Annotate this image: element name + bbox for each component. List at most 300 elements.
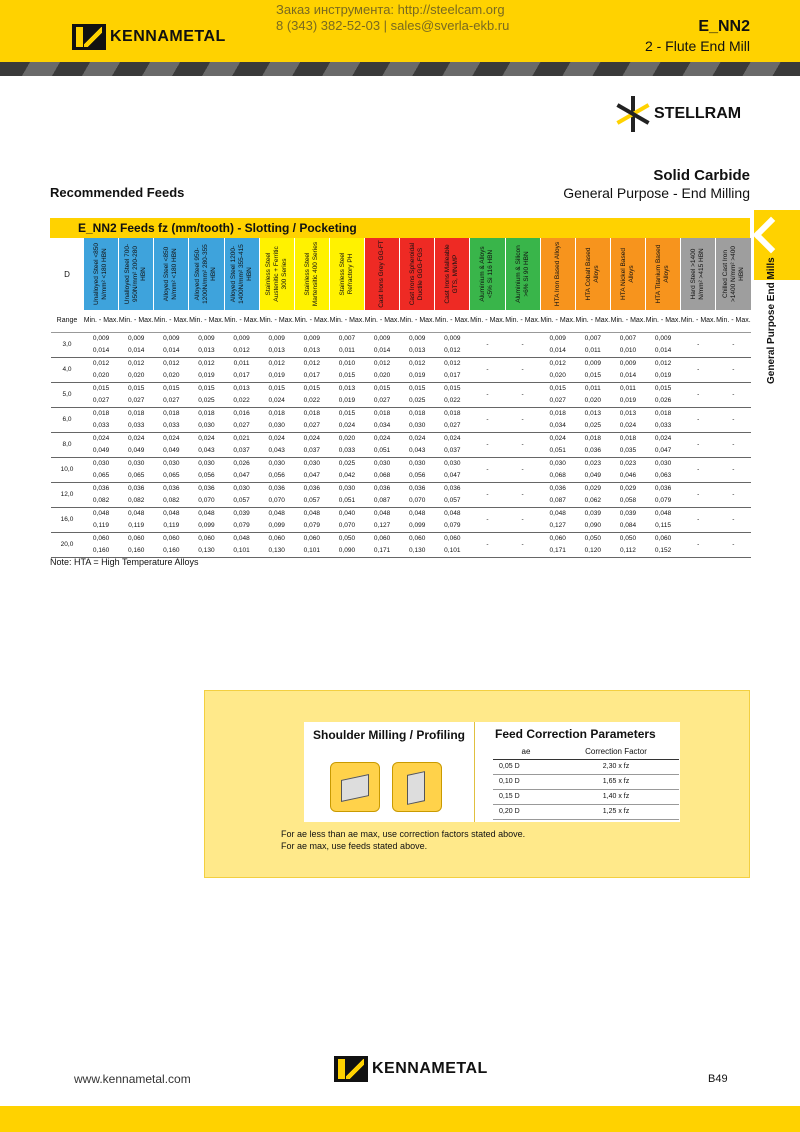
range-minmax: Min. - Max. (505, 310, 540, 332)
feed-cell-na: - (681, 357, 716, 382)
feed-min-cell: 0,018 (365, 407, 400, 420)
feed-min-cell: 0,030 (294, 457, 329, 470)
range-minmax: Min. - Max. (224, 310, 259, 332)
feed-min-cell: 0,018 (189, 407, 224, 420)
feed-max-cell: 0,119 (84, 520, 119, 533)
feed-min-cell: 0,048 (259, 507, 294, 520)
feed-max-cell: 0,101 (294, 545, 329, 558)
feed-max-cell: 0,082 (154, 495, 189, 508)
feed-max-cell: 0,014 (610, 370, 645, 383)
material-label: Alloyed Steel 1200-1400N/mm² 355-415 HBN (229, 244, 253, 304)
feed-min-cell: 0,011 (575, 382, 610, 395)
feed-min-cell: 0,012 (365, 357, 400, 370)
feed-max-cell: 0,068 (540, 470, 575, 483)
feed-min-cell: 0,009 (400, 332, 435, 345)
range-row (51, 310, 752, 332)
feed-max-cell: 0,051 (365, 445, 400, 458)
material-label: Stainless Steel Austenitic + Ferritic 300 Series (264, 246, 288, 302)
ae-header: ae (493, 744, 553, 759)
material-header (646, 238, 681, 310)
feed-max-cell: 0,090 (575, 520, 610, 533)
feed-min-cell: 0,029 (575, 482, 610, 495)
feed-max-cell: 0,035 (610, 445, 645, 458)
correction-note-1: For ae less than ae max, use correction factors stated above. (281, 829, 526, 839)
feed-max-cell: 0,033 (119, 420, 154, 433)
feed-cell-na: - (505, 407, 540, 432)
feed-min-cell: 0,009 (84, 332, 119, 345)
feed-cell-na: - (505, 532, 540, 557)
feed-min-cell: 0,013 (224, 382, 259, 395)
feed-min-cell: 0,060 (540, 532, 575, 545)
feed-max-cell: 0,049 (119, 445, 154, 458)
ae-value: 0,20 D (493, 804, 553, 819)
feed-min-cell: 0,009 (575, 357, 610, 370)
feed-min-cell: 0,030 (189, 457, 224, 470)
feed-max-cell: 0,027 (435, 420, 470, 433)
feed-min-cell: 0,024 (154, 432, 189, 445)
feed-min-cell: 0,024 (294, 432, 329, 445)
feed-cell-na: - (716, 432, 751, 457)
ae-value: 0,15 D (493, 789, 553, 804)
material-header (119, 238, 154, 310)
feed-max-cell: 0,020 (540, 370, 575, 383)
table-row (51, 507, 752, 520)
feed-min-cell: 0,009 (610, 357, 645, 370)
material-label: Hard Steel >1400 N/mm² >415 HBN (690, 248, 706, 300)
feed-min-cell: 0,009 (259, 332, 294, 345)
feed-min-cell: 0,060 (294, 532, 329, 545)
material-label: Stainless Steel Refractory PH (338, 252, 354, 296)
feed-max-cell: 0,127 (540, 520, 575, 533)
factor-value: 2,30 x fz (553, 759, 679, 774)
material-label: HTA Iron Based Alloys (553, 241, 561, 307)
feed-min-cell: 0,012 (540, 357, 575, 370)
feed-min-cell: 0,018 (646, 407, 681, 420)
feed-min-cell: 0,048 (400, 507, 435, 520)
feed-correction-title: Feed Correction Parameters (495, 727, 656, 741)
feed-max-cell: 0,057 (294, 495, 329, 508)
feed-max-cell: 0,152 (646, 545, 681, 558)
ae-value: 0,05 D (493, 759, 553, 774)
feed-max-cell: 0,119 (119, 520, 154, 533)
diameter-cell: 16,0 (51, 507, 84, 532)
feed-cell-na: - (716, 357, 751, 382)
range-minmax: Min. - Max. (294, 310, 329, 332)
feed-min-cell: 0,048 (224, 532, 259, 545)
feed-min-cell: 0,036 (259, 482, 294, 495)
material-label: HTA Titanium Based Alloys (655, 244, 671, 304)
range-minmax: Min. - Max. (540, 310, 575, 332)
table-row (51, 495, 752, 508)
product-subtitle: 2 - Flute End Mill (644, 38, 750, 54)
feed-cell-na: - (681, 507, 716, 532)
feed-max-cell: 0,065 (119, 470, 154, 483)
material-label: Unalloyed Steel 700-950N/mm² 200-280 HBN (124, 243, 148, 305)
feed-min-cell: 0,060 (189, 532, 224, 545)
feed-cell-na: - (716, 382, 751, 407)
feed-max-cell: 0,056 (400, 470, 435, 483)
feed-min-cell: 0,030 (329, 482, 364, 495)
feed-min-cell: 0,036 (119, 482, 154, 495)
range-minmax: Min. - Max. (610, 310, 645, 332)
recommended-feeds-heading: Recommended Feeds (50, 185, 185, 200)
feed-cell-na: - (716, 457, 751, 482)
feed-max-cell: 0,027 (365, 395, 400, 408)
feed-min-cell: 0,024 (435, 432, 470, 445)
feed-max-cell: 0,030 (400, 420, 435, 433)
diameter-cell: 3,0 (51, 332, 84, 357)
feed-min-cell: 0,015 (540, 382, 575, 395)
range-minmax: Min. - Max. (154, 310, 189, 332)
feed-min-cell: 0,015 (400, 382, 435, 395)
range-minmax: Min. - Max. (435, 310, 470, 332)
feed-max-cell: 0,020 (119, 370, 154, 383)
feed-min-cell: 0,012 (119, 357, 154, 370)
table-row (51, 332, 752, 345)
table-row (51, 445, 752, 458)
feed-max-cell: 0,058 (610, 495, 645, 508)
section-subtitle: General Purpose - End Milling (563, 185, 750, 201)
footer-url[interactable]: www.kennametal.com (74, 1072, 191, 1086)
material-label: Alloyed Steel <850 N/mm² <180 HBN (163, 246, 179, 302)
feed-min-cell: 0,018 (435, 407, 470, 420)
feed-max-cell: 0,014 (646, 345, 681, 358)
feed-max-cell: 0,063 (646, 470, 681, 483)
shoulder-milling-title: Shoulder Milling / Profiling (313, 728, 465, 742)
feed-min-cell: 0,048 (154, 507, 189, 520)
feed-min-cell: 0,036 (435, 482, 470, 495)
material-header (400, 238, 435, 310)
feed-min-cell: 0,009 (119, 332, 154, 345)
feed-max-cell: 0,020 (84, 370, 119, 383)
feed-max-cell: 0,084 (610, 520, 645, 533)
feed-min-cell: 0,025 (329, 457, 364, 470)
feed-max-cell: 0,070 (259, 495, 294, 508)
feed-min-cell: 0,015 (365, 382, 400, 395)
feed-max-cell: 0,013 (400, 345, 435, 358)
material-label: Stainless Steel Martensitic 400 Series (303, 241, 319, 307)
correction-row (493, 774, 679, 789)
feed-max-cell: 0,051 (540, 445, 575, 458)
feed-cell-na: - (470, 532, 505, 557)
feed-min-cell: 0,012 (189, 357, 224, 370)
feed-min-cell: 0,048 (540, 507, 575, 520)
table-row (51, 345, 752, 358)
correction-note-2: For ae max, use feeds stated above. (281, 841, 428, 851)
feed-min-cell: 0,010 (329, 357, 364, 370)
footer-band (0, 1106, 800, 1132)
d-header: D (51, 238, 84, 310)
feed-correction-panel (474, 722, 680, 822)
feeds-body (51, 332, 752, 557)
feed-min-cell: 0,012 (294, 357, 329, 370)
feed-cell-na: - (716, 532, 751, 557)
feed-max-cell: 0,022 (435, 395, 470, 408)
feed-max-cell: 0,027 (224, 420, 259, 433)
feed-max-cell: 0,160 (84, 545, 119, 558)
table-row (51, 532, 752, 545)
feed-max-cell: 0,171 (540, 545, 575, 558)
feed-max-cell: 0,022 (224, 395, 259, 408)
feed-min-cell: 0,048 (435, 507, 470, 520)
feed-max-cell: 0,120 (575, 545, 610, 558)
feed-min-cell: 0,018 (400, 407, 435, 420)
table-note: Note: HTA = High Temperature Alloys (50, 557, 199, 567)
feed-max-cell: 0,171 (365, 545, 400, 558)
feed-min-cell: 0,060 (84, 532, 119, 545)
feed-min-cell: 0,015 (154, 382, 189, 395)
feed-min-cell: 0,018 (154, 407, 189, 420)
chevron-left-icon (753, 217, 790, 254)
feed-max-cell: 0,049 (154, 445, 189, 458)
feed-max-cell: 0,013 (189, 345, 224, 358)
feed-max-cell: 0,079 (224, 520, 259, 533)
factor-value: 1,25 x fz (553, 804, 679, 819)
table-row (51, 545, 752, 558)
feed-min-cell: 0,060 (365, 532, 400, 545)
feed-max-cell: 0,099 (189, 520, 224, 533)
feed-min-cell: 0,024 (365, 432, 400, 445)
feed-min-cell: 0,012 (646, 357, 681, 370)
material-label: Aluminium & Silicon >6% Si 90 HBN (514, 245, 530, 303)
feed-min-cell: 0,060 (259, 532, 294, 545)
feed-max-cell: 0,099 (400, 520, 435, 533)
correction-header-row (493, 744, 679, 759)
correction-notes (281, 828, 525, 852)
material-label: Alloyed Steel 950-1200N/mm² 280-355 HBN (194, 244, 218, 304)
feed-max-cell: 0,082 (119, 495, 154, 508)
footer-kennametal-wordmark: KENNAMETAL (372, 1060, 488, 1077)
correction-row (493, 789, 679, 804)
material-header (294, 238, 329, 310)
feed-max-cell: 0,127 (365, 520, 400, 533)
feed-max-cell: 0,056 (259, 470, 294, 483)
feed-min-cell: 0,030 (400, 457, 435, 470)
feed-max-cell: 0,026 (646, 395, 681, 408)
feed-max-cell: 0,079 (646, 495, 681, 508)
order-line-url[interactable]: Заказ инструмента: http://steelcam.org (276, 2, 505, 17)
kennametal-logo (72, 24, 226, 50)
feed-max-cell: 0,160 (119, 545, 154, 558)
feed-max-cell: 0,070 (400, 495, 435, 508)
feed-max-cell: 0,101 (224, 545, 259, 558)
feed-max-cell: 0,017 (224, 370, 259, 383)
feed-cell-na: - (470, 357, 505, 382)
factor-value: 1,65 x fz (553, 774, 679, 789)
feed-max-cell: 0,034 (540, 420, 575, 433)
material-header (610, 238, 645, 310)
feed-min-cell: 0,009 (189, 332, 224, 345)
material-header (716, 238, 751, 310)
feed-max-cell: 0,025 (189, 395, 224, 408)
feed-min-cell: 0,029 (610, 482, 645, 495)
feed-min-cell: 0,024 (189, 432, 224, 445)
diameter-cell: 12,0 (51, 482, 84, 507)
feed-max-cell: 0,049 (575, 470, 610, 483)
feed-min-cell: 0,039 (224, 507, 259, 520)
feed-min-cell: 0,030 (540, 457, 575, 470)
range-minmax: Min. - Max. (400, 310, 435, 332)
diameter-cell: 20,0 (51, 532, 84, 557)
order-line-contact[interactable]: 8 (343) 382-52-03 | sales@sverla-ekb.ru (276, 18, 510, 33)
material-label: Cast Irons Malleable GTS, MN/MP (444, 244, 460, 304)
table-title: E_NN2 Feeds fz (mm/tooth) - Slotting / Pocketing (50, 218, 750, 238)
stellram-star-icon (616, 94, 650, 134)
diameter-cell: 8,0 (51, 432, 84, 457)
feed-min-cell: 0,018 (575, 432, 610, 445)
feed-max-cell: 0,062 (575, 495, 610, 508)
range-minmax: Min. - Max. (681, 310, 716, 332)
range-minmax: Min. - Max. (189, 310, 224, 332)
feed-max-cell: 0,019 (189, 370, 224, 383)
stellram-logo (616, 94, 741, 134)
feed-max-cell: 0,115 (646, 520, 681, 533)
feed-max-cell: 0,051 (329, 495, 364, 508)
feed-max-cell: 0,019 (646, 370, 681, 383)
feed-max-cell: 0,037 (294, 445, 329, 458)
feed-max-cell: 0,047 (294, 470, 329, 483)
feed-max-cell: 0,065 (154, 470, 189, 483)
feed-min-cell: 0,012 (84, 357, 119, 370)
table-row (51, 357, 752, 370)
feed-max-cell: 0,079 (294, 520, 329, 533)
feed-max-cell: 0,019 (400, 370, 435, 383)
feed-min-cell: 0,013 (575, 407, 610, 420)
feed-cell-na: - (470, 382, 505, 407)
feed-cell-na: - (716, 507, 751, 532)
feed-min-cell: 0,036 (540, 482, 575, 495)
feed-min-cell: 0,050 (610, 532, 645, 545)
feed-min-cell: 0,050 (329, 532, 364, 545)
range-minmax: Min. - Max. (365, 310, 400, 332)
feed-min-cell: 0,036 (646, 482, 681, 495)
range-minmax: Min. - Max. (329, 310, 364, 332)
feed-cell-na: - (470, 457, 505, 482)
feed-max-cell: 0,022 (294, 395, 329, 408)
feed-min-cell: 0,016 (224, 407, 259, 420)
feed-max-cell: 0,112 (610, 545, 645, 558)
feed-max-cell: 0,057 (435, 495, 470, 508)
table-row (51, 382, 752, 395)
feed-max-cell: 0,010 (610, 345, 645, 358)
feed-max-cell: 0,160 (154, 545, 189, 558)
feed-min-cell: 0,026 (224, 457, 259, 470)
correction-table (493, 744, 679, 820)
feed-max-cell: 0,079 (435, 520, 470, 533)
feed-min-cell: 0,015 (646, 382, 681, 395)
feed-min-cell: 0,015 (294, 382, 329, 395)
feed-min-cell: 0,018 (294, 407, 329, 420)
feed-min-cell: 0,018 (540, 407, 575, 420)
feed-max-cell: 0,017 (294, 370, 329, 383)
feed-min-cell: 0,030 (646, 457, 681, 470)
feed-min-cell: 0,039 (575, 507, 610, 520)
feed-max-cell: 0,037 (224, 445, 259, 458)
feed-min-cell: 0,024 (400, 432, 435, 445)
feed-max-cell: 0,012 (435, 345, 470, 358)
feed-cell-na: - (470, 507, 505, 532)
feed-max-cell: 0,087 (365, 495, 400, 508)
feed-min-cell: 0,023 (610, 457, 645, 470)
stellram-wordmark: STELLRAM (654, 105, 742, 122)
feed-cell-na: - (681, 482, 716, 507)
shoulder-milling-panel (304, 722, 474, 822)
feed-min-cell: 0,012 (435, 357, 470, 370)
feed-max-cell: 0,034 (365, 420, 400, 433)
feed-min-cell: 0,048 (365, 507, 400, 520)
feed-max-cell: 0,033 (154, 420, 189, 433)
feed-min-cell: 0,009 (646, 332, 681, 345)
feed-min-cell: 0,030 (154, 457, 189, 470)
kennametal-k-icon (72, 24, 106, 50)
footer-kennametal-logo (334, 1056, 488, 1082)
feed-min-cell: 0,048 (119, 507, 154, 520)
feed-max-cell: 0,019 (610, 395, 645, 408)
material-header (84, 238, 119, 310)
feed-max-cell: 0,027 (540, 395, 575, 408)
side-tab-label: General Purpose End Mills (766, 257, 777, 384)
feed-max-cell: 0,014 (365, 345, 400, 358)
feed-max-cell: 0,014 (540, 345, 575, 358)
feed-cell-na: - (681, 332, 716, 357)
ae-value: 0,10 D (493, 774, 553, 789)
materials-header-row (51, 238, 752, 310)
feed-max-cell: 0,037 (435, 445, 470, 458)
feed-cell-na: - (470, 432, 505, 457)
range-minmax: Min. - Max. (84, 310, 119, 332)
table-row (51, 420, 752, 433)
material-header (540, 238, 575, 310)
table-row (51, 407, 752, 420)
feed-min-cell: 0,009 (435, 332, 470, 345)
feed-cell-na: - (505, 482, 540, 507)
feed-max-cell: 0,047 (435, 470, 470, 483)
feed-max-cell: 0,027 (154, 395, 189, 408)
feed-min-cell: 0,015 (259, 382, 294, 395)
feed-max-cell: 0,014 (154, 345, 189, 358)
feed-max-cell: 0,101 (435, 545, 470, 558)
feed-min-cell: 0,012 (259, 357, 294, 370)
feed-min-cell: 0,048 (646, 507, 681, 520)
feed-min-cell: 0,015 (435, 382, 470, 395)
page-number: B49 (708, 1073, 728, 1085)
feed-max-cell: 0,019 (329, 395, 364, 408)
footer-kennametal-k-icon (334, 1056, 368, 1082)
feed-min-cell: 0,060 (154, 532, 189, 545)
feed-max-cell: 0,130 (400, 545, 435, 558)
range-label: Range (51, 310, 84, 332)
feed-min-cell: 0,011 (224, 357, 259, 370)
feed-max-cell: 0,130 (189, 545, 224, 558)
material-header (224, 238, 259, 310)
feed-max-cell: 0,020 (365, 370, 400, 383)
range-minmax: Min. - Max. (716, 310, 751, 332)
feed-cell-na: - (716, 407, 751, 432)
feed-max-cell: 0,020 (575, 395, 610, 408)
feed-max-cell: 0,070 (189, 495, 224, 508)
feed-max-cell: 0,030 (259, 420, 294, 433)
feed-max-cell: 0,025 (575, 420, 610, 433)
feed-max-cell: 0,033 (646, 420, 681, 433)
feed-min-cell: 0,048 (84, 507, 119, 520)
section-title: Solid Carbide (653, 167, 750, 184)
header-stripes (0, 62, 800, 76)
feed-min-cell: 0,048 (189, 507, 224, 520)
feed-min-cell: 0,007 (329, 332, 364, 345)
feed-min-cell: 0,060 (435, 532, 470, 545)
material-header (154, 238, 189, 310)
feed-min-cell: 0,024 (540, 432, 575, 445)
